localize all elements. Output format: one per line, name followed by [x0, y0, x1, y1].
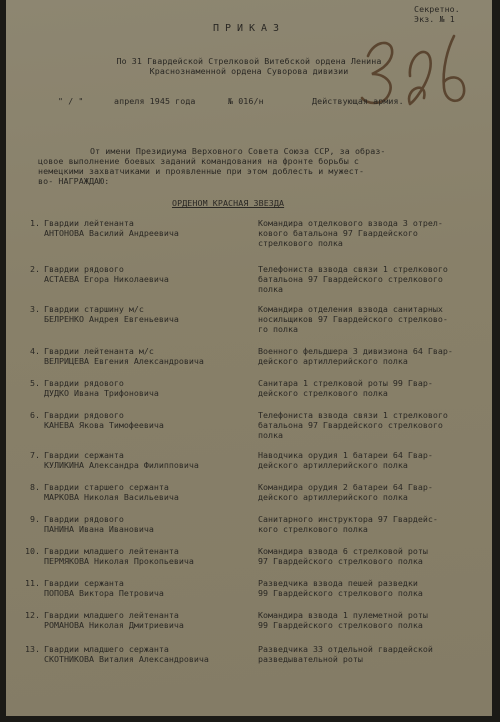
entry-rank: Гвардии рядового [44, 514, 124, 524]
entry-number: 10. [25, 546, 40, 556]
division-line-2: Краснознаменной ордена Суворова дивизии [149, 66, 349, 76]
document-page [6, 0, 492, 716]
entry-name: ПЕРМЯКОВА Николая Прокопьевича [44, 556, 194, 566]
entry-name: КУЛИКИНА Александра Филипповича [44, 460, 199, 470]
entry-position: Разведчика взвода пешей разведки 99 Гвардейского стрелкового полка [258, 578, 423, 598]
entry-name: ПАНИНА Ивана Ивановича [44, 524, 154, 534]
entry-position: Телефониста взвода связи 1 стрелкового батальона 97 Гвардейского стрелкового полка [258, 410, 448, 440]
entry-number: 6. [30, 410, 40, 420]
entry-rank: Гвардии рядового [44, 410, 124, 420]
entry-name: ДУДКО Ивана Трифоновича [44, 388, 159, 398]
entry-name: ВЕЛРИЦЕВА Евгения Александровича [44, 356, 204, 366]
entry-name: АСТАЕВА Егора Николаевича [44, 274, 169, 284]
entry-position: Командира взвода 6 стрелковой роты 97 Гвардейского стрелкового полка [258, 546, 428, 566]
entry-position: Командира отделения взвода санитарных носильщиков 97 Гвардейского стрелково- го полка [258, 304, 448, 334]
entry-name: МАРКОВА Николая Васильевича [44, 492, 179, 502]
entry-name: ПОПОВА Виктора Петровича [44, 588, 164, 598]
entry-rank: Гвардии младшего лейтенанта [44, 610, 179, 620]
copy-text: Экз. № [414, 14, 445, 24]
order-title: ПРИКАЗ [212, 23, 286, 34]
entry-name: СКОТНИКОВА Виталия Александровича [44, 654, 209, 664]
entry-position: Командира отделкового взвода 3 отрел- кового батальона 97 Гвардейского стрелкового полка [258, 218, 443, 248]
entry-rank: Гвардии младшего лейтенанта [44, 546, 179, 556]
entry-number: 5. [30, 378, 40, 388]
entry-position: Командира взвода 1 пулеметной роты 99 Гвардейского стрелкового полка [258, 610, 428, 630]
entry-rank: Гвардии старшину м/с [44, 304, 144, 314]
preamble-line-2: цовое выполнение боевых заданий командования на фронте борьбы с [38, 156, 359, 166]
army-label: Действующая армия. [312, 96, 404, 106]
preamble-line-1: От имени Президиума Верховного Совета Союза ССР, за образ- [90, 146, 386, 156]
entry-number: 7. [30, 450, 40, 460]
order-number: № 016/н [228, 96, 264, 106]
division-line-1: По 31 Гвардейской Стрелковой Витебской ордена Ленина [116, 56, 382, 66]
entry-rank: Гвардии рядового [44, 264, 124, 274]
entry-number: 4. [30, 346, 40, 356]
award-name: ОРДЕНОМ КРАСНАЯ ЗВЕЗДА [172, 198, 285, 208]
entry-position: Наводчика орудия 1 батареи 64 Гвар- дейского артиллерийского полка [258, 450, 433, 470]
entry-rank: Гвардии сержанта [44, 578, 124, 588]
entry-number: 13. [25, 644, 40, 654]
entry-name: АНТОНОВА Василий Андреевича [44, 228, 179, 238]
entry-position: Телефониста взвода связи 1 стрелкового батальона 97 Гвардейского стрелкового полка [258, 264, 448, 294]
entry-rank: Гвардии сержанта [44, 450, 124, 460]
entry-number: 12. [25, 610, 40, 620]
entry-number: 11. [25, 578, 40, 588]
copy-number: 1 [449, 14, 455, 24]
entry-name: КАНЕВА Якова Тимофеевича [44, 420, 164, 430]
entry-rank: Гвардии старшего сержанта [44, 482, 169, 492]
entry-rank: Гвардии младшего сержанта [44, 644, 169, 654]
entry-name: РОМАНОВА Николая Дмитриевича [44, 620, 184, 630]
entry-number: 3. [30, 304, 40, 314]
entry-position: Разведчика 33 отдельной гвардейской разведывательной роты [258, 644, 433, 664]
entry-number: 1. [30, 218, 40, 228]
entry-position: Санитара 1 стрелковой роты 99 Гвар- дейского стрелкового полка [258, 378, 433, 398]
order-day: " / " [58, 96, 84, 106]
entry-position: Санитарного инструктора 97 Гвардейс- кого стрелкового полка [258, 514, 438, 534]
entry-rank: Гвардии рядового [44, 378, 124, 388]
entry-rank: Гвардии лейтенанта м/с [44, 346, 154, 356]
entry-number: 9. [30, 514, 40, 524]
entry-number: 2. [30, 264, 40, 274]
preamble-line-3: немецкими захватчиками и проявленные при этом доблесть и мужест- [38, 166, 365, 176]
secret-label: Секретно. [414, 4, 460, 14]
entry-rank: Гвардии лейтенанта [44, 218, 134, 228]
preamble-line-4: во- НАГРАЖДАЮ: [38, 176, 110, 186]
entry-name: БЕЛРЕНКО Андрея Евгеньевича [44, 314, 179, 324]
entry-number: 8. [30, 482, 40, 492]
entry-position: Командира орудия 2 батареи 64 Гвар- дейского артиллерийского полка [258, 482, 433, 502]
order-date: апреля 1945 года [114, 96, 196, 106]
entry-position: Военного фельдшера 3 дивизиона 64 Гвар- дейского артиллерийского полка [258, 346, 453, 366]
